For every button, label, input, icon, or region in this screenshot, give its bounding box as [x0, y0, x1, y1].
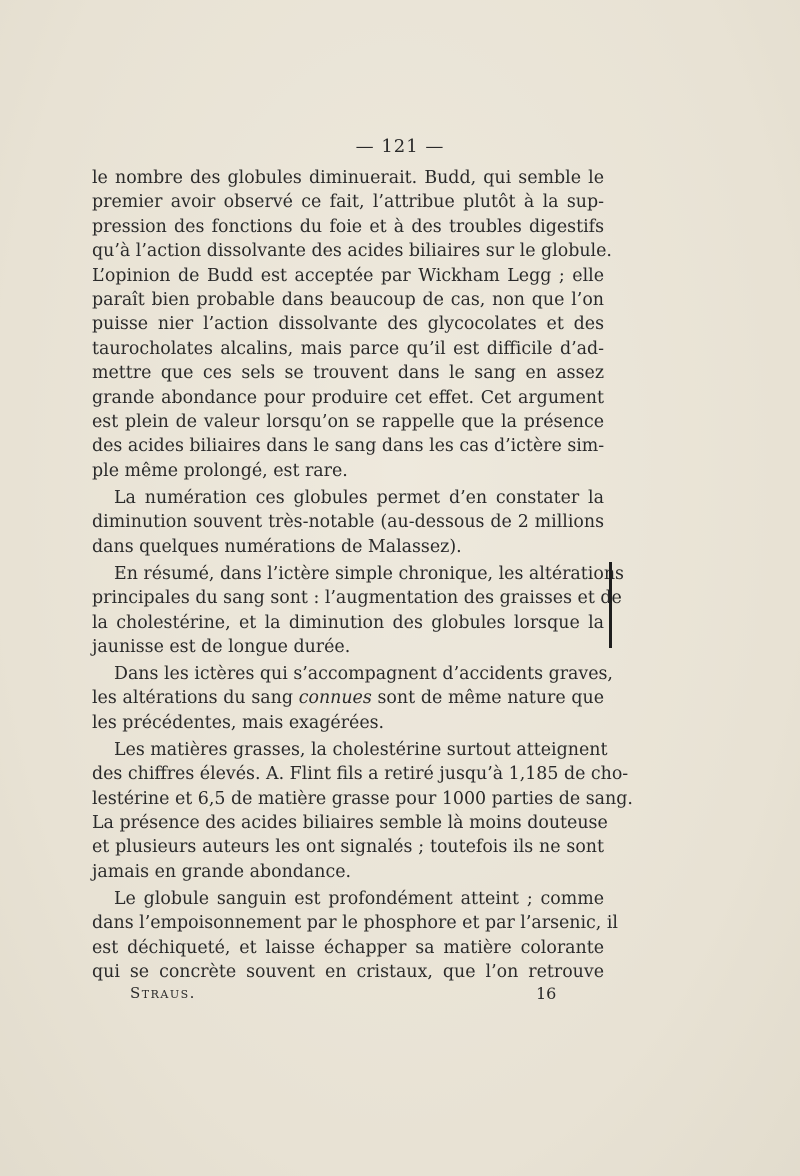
- text-line: La présence des acides biliaires semble là moins douteuse: [92, 812, 608, 833]
- text-line: des chiffres élevés. A. Flint fils a retiré jusqu’à 1,185 de cho-: [92, 764, 629, 785]
- text-line: Dans les ictères qui s’accompagnent d’accidents graves,: [114, 663, 613, 684]
- text-line: est déchiqueté, et laisse échapper sa matière colorante: [92, 937, 604, 958]
- sheet-number: 16: [536, 984, 557, 1003]
- text-line: qui se concrète souvent en cristaux, que l’on retrouve: [92, 961, 604, 982]
- text-line: pression des fonctions du foie et à des troubles digestifs: [92, 216, 604, 237]
- page-number: — 121 —: [355, 136, 445, 157]
- text-line: Le globule sanguin est profondément atteint ; comme: [114, 888, 604, 909]
- paragraph-4: [92, 662, 613, 735]
- text-line: jamais en grande abondance.: [92, 861, 352, 882]
- paragraph-6: [92, 887, 618, 985]
- text-line: diminution souvent très-notable (au-dessous de 2 millions: [92, 512, 604, 533]
- text-line: puisse nier l’action dissolvante des glycocolates et des: [92, 314, 604, 335]
- text-line: paraît bien probable dans beaucoup de cas, non que l’on: [92, 290, 604, 311]
- text-line: dans quelques numérations de Malassez).: [92, 536, 462, 557]
- text-line: En résumé, dans l’ictère simple chronique, les altérations: [114, 563, 624, 584]
- text-line: principales du sang sont : l’augmentation des graisses et de: [92, 588, 622, 609]
- text-line-with-italic: les altérations du sang connues sont de même nature que: [92, 688, 605, 709]
- paragraph-2: [92, 486, 604, 559]
- signature-mark: Straus.: [130, 984, 196, 1002]
- text-line: L’opinion de Budd est acceptée par Wickham Legg ; elle: [92, 265, 604, 286]
- text-line: mettre que ces sels se trouvent dans le sang en assez: [92, 363, 604, 384]
- text-line: des acides biliaires dans le sang dans les cas d’ictère sim-: [92, 436, 605, 457]
- text-line: la cholestérine, et la diminution des globules lorsque la: [92, 612, 604, 633]
- text-line: dans l’empoisonnement par le phosphore et par l’arsenic, il: [92, 913, 618, 934]
- body-text: [92, 166, 633, 987]
- text-line: grande abondance pour produire cet effet. Cet argument: [92, 387, 604, 408]
- paragraph-3: [92, 562, 624, 660]
- text-line: qu’à l’action dissolvante des acides biliaires sur le globule.: [92, 241, 612, 262]
- text-line: Les matières grasses, la cholestérine surtout atteignent: [114, 739, 608, 760]
- text-line: est plein de valeur lorsqu’on se rappelle que la présence: [92, 412, 604, 433]
- text-line: taurocholates alcalins, mais parce qu’il est difficile d’ad-: [92, 338, 604, 359]
- italic-word: connues: [298, 688, 372, 709]
- page-footer: [0, 984, 800, 1008]
- text-line: les précédentes, mais exagérées.: [92, 712, 385, 733]
- text-line: lestérine et 6,5 de matière grasse pour 1000 parties de sang.: [92, 788, 633, 809]
- margin-bracket: [604, 562, 612, 648]
- text-line: et plusieurs auteurs les ont signalés ; toutefois ils ne sont: [92, 837, 604, 858]
- text-line: jaunisse est de longue durée.: [92, 636, 351, 657]
- text-line: le nombre des globules diminuerait. Budd, qui semble le: [92, 168, 604, 188]
- paragraph-1: [92, 166, 612, 483]
- text-line: La numération ces globules permet d’en constater la: [114, 487, 604, 508]
- text-line: premier avoir observé ce fait, l’attribue plutôt à la sup-: [92, 192, 604, 213]
- paragraph-5: [92, 738, 633, 884]
- text-line: ple même prolongé, est rare.: [92, 460, 348, 481]
